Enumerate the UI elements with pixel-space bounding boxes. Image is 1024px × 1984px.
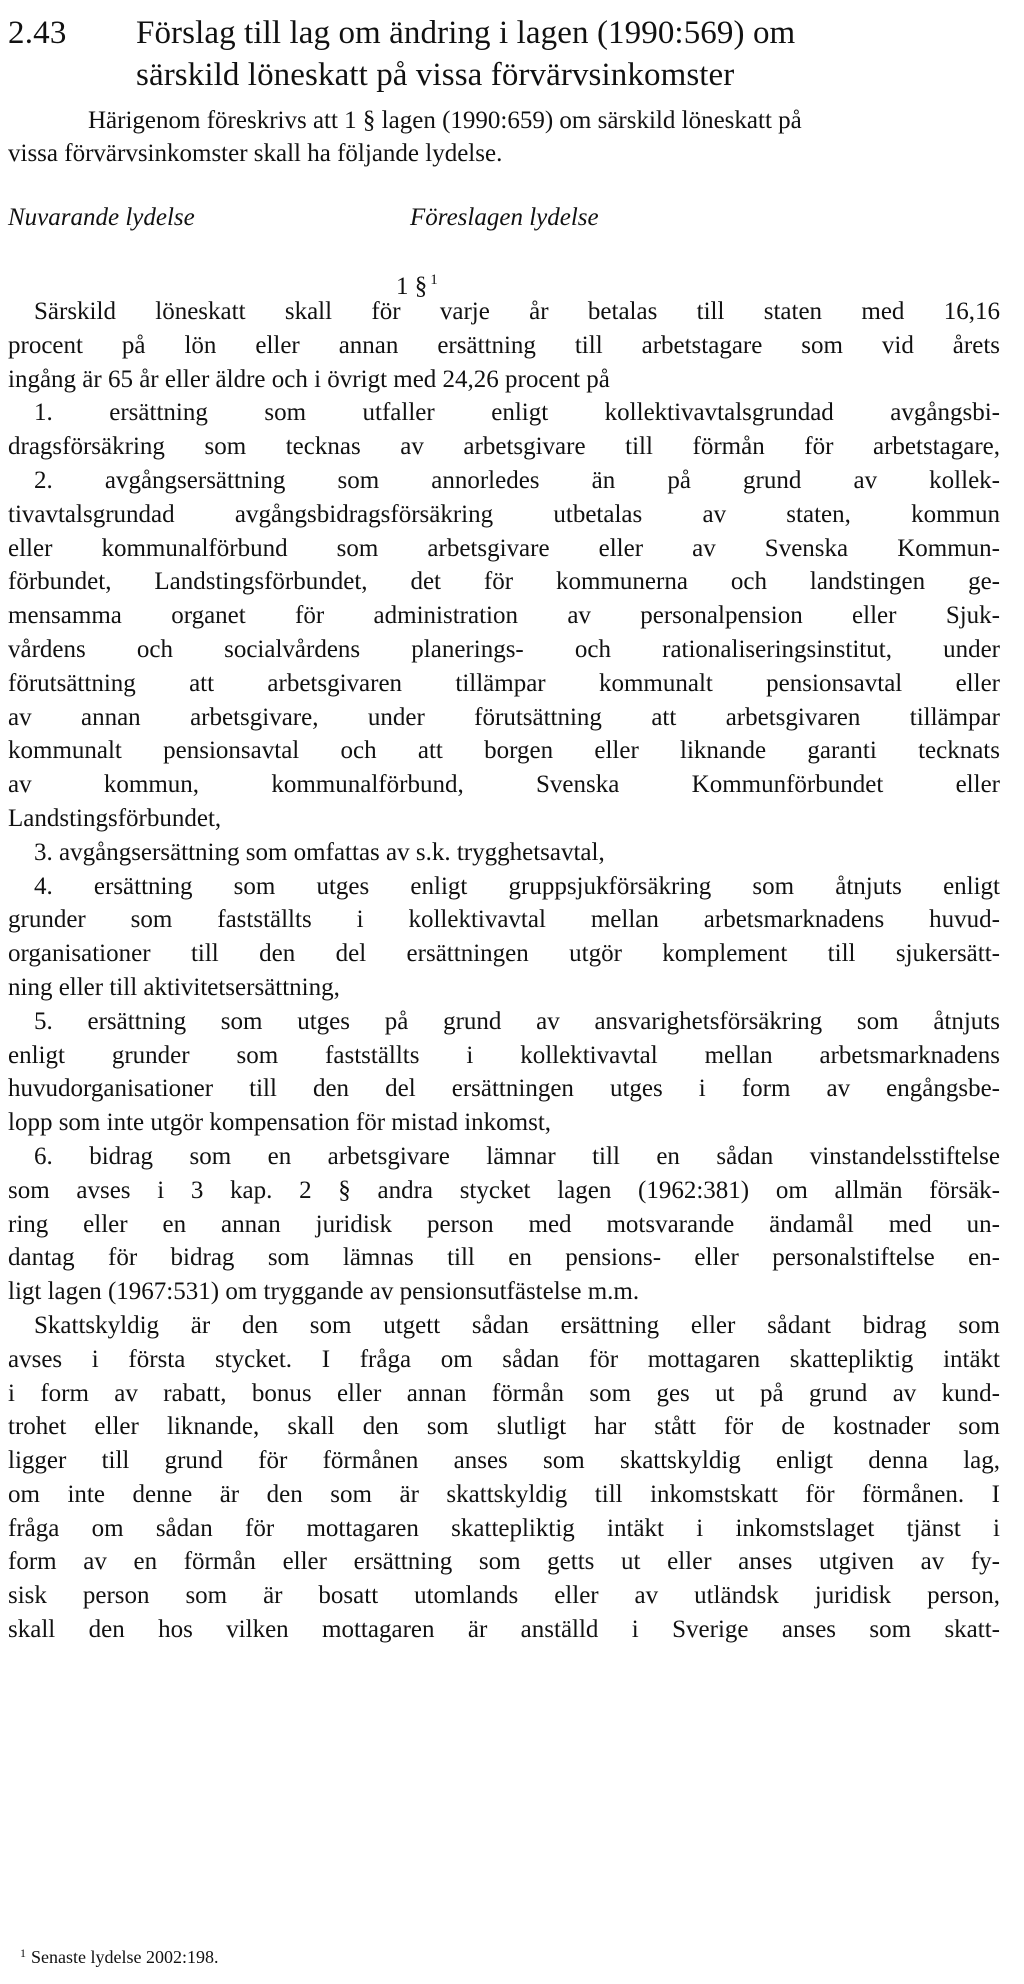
text-line: Landstingsförbundet, [8, 804, 222, 832]
law-text [8, 295, 1000, 1647]
text-line: vårdens och socialvårdens planerings- och rationaliseringsinstitut, under [8, 635, 1000, 663]
text-line: kommunalt pensionsavtal och att borgen eller liknande garanti tecknats [8, 737, 1000, 765]
text-line: ingång är 65 år eller äldre och i övrigt med 24,26 procent på [8, 365, 610, 393]
intro-paragraph [8, 104, 1000, 170]
heading-title [136, 12, 996, 96]
text-line: ligt lagen (1967:531) om tryggande av pensionsutfästelse m.m. [8, 1278, 640, 1306]
text-line: 1. ersättning som utfaller enligt kollektivavtalsgrundad avgångsbi- [34, 399, 1000, 427]
text-line: om inte denne är den som är skattskyldig till inkomstskatt för förmånen. I [8, 1480, 1000, 1508]
footnote-text: Senaste lydelse 2002:198. [31, 1947, 219, 1967]
text-line: dragsförsäkring som tecknas av arbetsgivare till förmån för arbetstagare, [8, 433, 1000, 461]
text-line: 5. ersättning som utges på grund av ansvarighetsförsäkring som åtnjuts [34, 1007, 1000, 1035]
text-line: form av en förmån eller ersättning som getts ut eller anses utgiven av fy- [8, 1548, 1000, 1576]
text-line: huvudorganisationer till den del ersättningen utges i form av engångsbe- [8, 1075, 1000, 1103]
text-line: 6. bidrag som en arbetsgivare lämnar till en sådan vinstandelsstiftelse [34, 1142, 1000, 1170]
text-line: avses i första stycket. I fråga om sådan för mottagaren skattepliktig intäkt [8, 1345, 1000, 1373]
text-line: sisk person som är bosatt utomlands eller av utländsk juridisk person, [8, 1582, 1000, 1610]
text-line: ligger till grund för förmånen anses som skattskyldig enligt denna lag, [8, 1447, 1000, 1475]
text-line: enligt grunder som fastställts i kollektivavtal mellan arbetsmarknadens [8, 1041, 1000, 1069]
intro-line: vissa förvärvsinkomster skall ha följande lydelse. [8, 140, 503, 167]
footnote [20, 1941, 218, 1969]
text-line: förbundet, Landstingsförbundet, det för kommunerna och landstingen ge- [8, 568, 1000, 596]
text-line: dantag för bidrag som lämnas till en pensions- eller personalstiftelse en- [8, 1244, 1000, 1272]
text-line: 4. ersättning som utges enligt gruppsjukförsäkring som åtnjuts enligt [34, 872, 1000, 900]
intro-line: Härigenom föreskrivs att 1 § lagen (1990:659) om särskild löneskatt på [88, 107, 802, 134]
text-line: procent på lön eller annan ersättning till arbetstagare som vid årets [8, 331, 1000, 359]
text-line: Särskild löneskatt skall för varje år betalas till staten med 16,16 [34, 298, 1000, 325]
text-line: trohet eller liknande, skall den som slutligt har stått för de kostnader som [8, 1413, 1000, 1441]
text-line: ning eller till aktivitetsersättning, [8, 973, 340, 1001]
text-line: 3. avgångsersättning som omfattas av s.k. trygghetsavtal, [34, 838, 605, 866]
text-line: eller kommunalförbund som arbetsgivare eller av Svenska Kommun- [8, 534, 1000, 562]
section-number: 1 § [396, 273, 428, 300]
text-line: grunder som fastställts i kollektivavtal mellan arbetsmarknadens huvud- [8, 906, 1000, 934]
footnote-number: 1 [20, 1946, 26, 1960]
text-line: som avses i 3 kap. 2 § andra stycket lagen (1962:381) om allmän försäk- [8, 1176, 1000, 1204]
text-line: skall den hos vilken mottagaren är anställd i Sverige anses som skatt- [8, 1616, 1000, 1644]
text-line: av annan arbetsgivare, under förutsättning att arbetsgivaren tillämpar [8, 703, 1000, 731]
footnote-reference: 1 [430, 272, 438, 288]
text-line: Skattskyldig är den som utgett sådan ersättning eller sådant bidrag som [34, 1311, 1000, 1339]
text-line: tivavtalsgrundad avgångsbidragsförsäkring utbetalas av staten, kommun [8, 500, 1000, 528]
current-wording-header: Nuvarande lydelse [8, 204, 195, 231]
text-line: organisationer till den del ersättningen utgör komplement till sjukersätt- [8, 940, 1000, 968]
text-line: 2. avgångsersättning som annorledes än på grund av kollek- [34, 466, 1000, 494]
proposed-wording-header: Föreslagen lydelse [410, 204, 599, 231]
heading-number: 2.43 [8, 15, 67, 51]
text-line: ring eller en annan juridisk person med motsvarande ändamål med un- [8, 1210, 1000, 1238]
text-line: mensamma organet för administration av personalpension eller Sjuk- [8, 602, 1000, 630]
text-line: fråga om sådan för mottagaren skattepliktig intäkt i inkomstslaget tjänst i [8, 1514, 1000, 1542]
text-line: lopp som inte utgör kompensation för mistad inkomst, [8, 1109, 552, 1137]
footnote-divider [8, 1931, 258, 1932]
heading-title-line: särskild löneskatt på vissa förvärvsinkomster [136, 57, 735, 93]
text-line: av kommun, kommunalförbund, Svenska Kommunförbundet eller [8, 771, 1000, 799]
text-line: i form av rabatt, bonus eller annan förmån som ges ut på grund av kund- [8, 1379, 1000, 1407]
document-page [8, 10, 1003, 1644]
heading-title-line: Förslag till lag om ändring i lagen (1990:569) om [136, 15, 796, 51]
text-line: förutsättning att arbetsgivaren tillämpar kommunalt pensionsavtal eller [8, 669, 1000, 697]
section-heading [8, 12, 1003, 96]
